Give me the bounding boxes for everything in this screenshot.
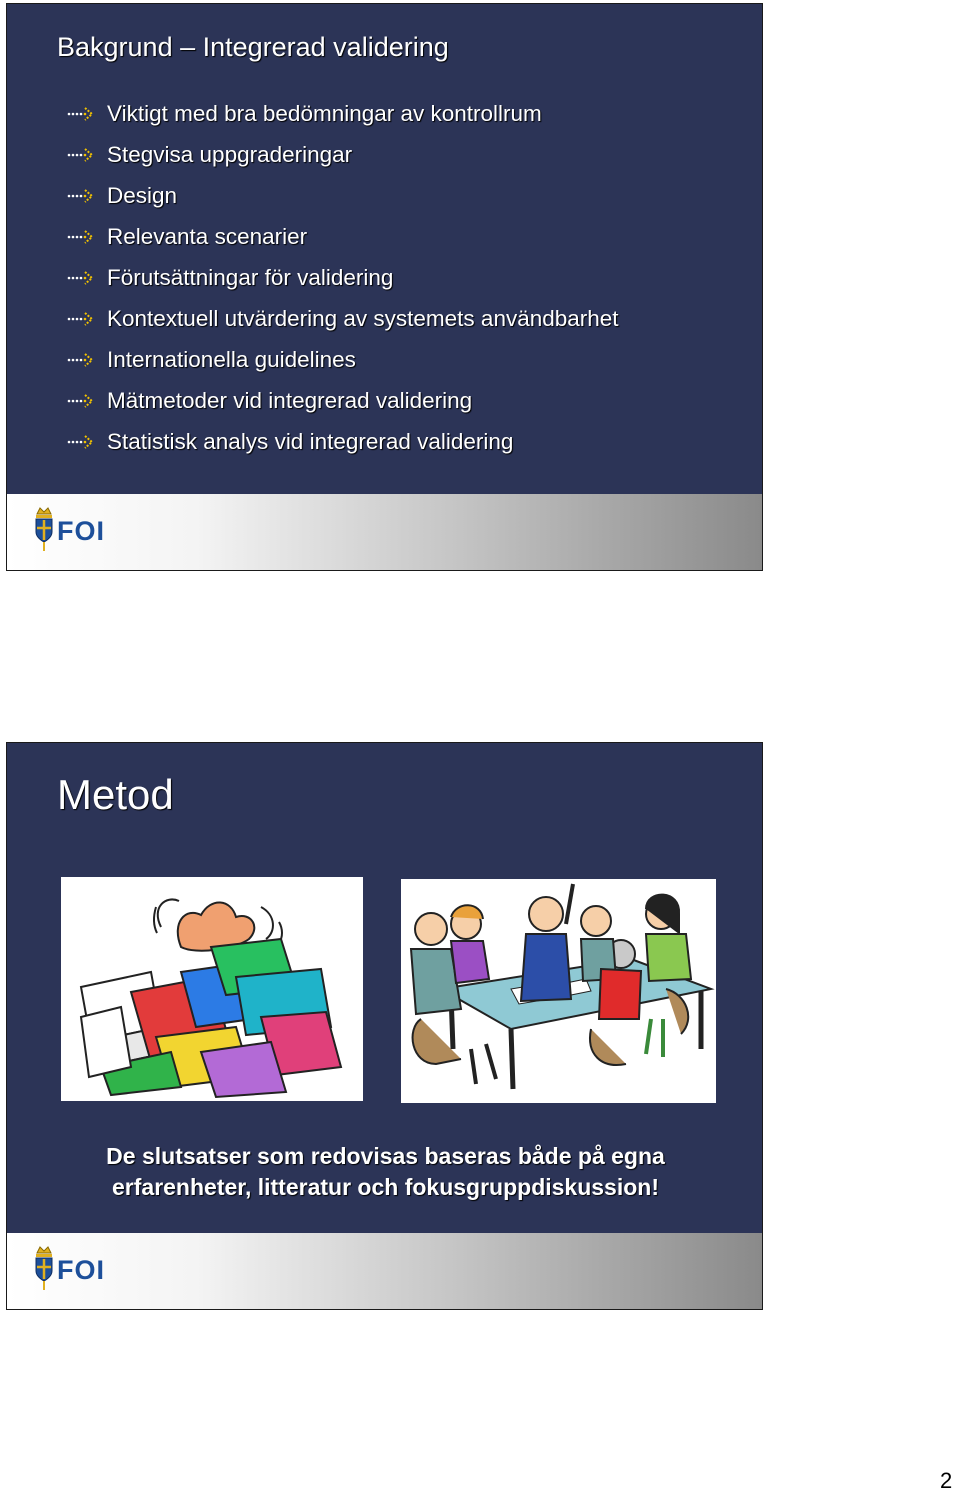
caption-line: De slutsatser som redovisas baseras både på egna bbox=[106, 1143, 665, 1169]
dotted-arrow-icon bbox=[67, 349, 107, 371]
books-illustration bbox=[61, 877, 363, 1101]
slide-footer bbox=[7, 494, 762, 570]
foi-logo bbox=[33, 506, 105, 557]
dotted-arrow-icon bbox=[67, 185, 107, 207]
dotted-arrow-icon bbox=[67, 267, 107, 289]
crown-emblem-icon bbox=[33, 506, 55, 557]
page-number: 2 bbox=[940, 1468, 953, 1493]
bullet-list bbox=[67, 93, 619, 462]
bullet-text: Statistisk analys vid integrerad validering bbox=[107, 428, 514, 454]
foi-logo bbox=[33, 1245, 105, 1296]
list-item bbox=[67, 216, 619, 257]
list-item bbox=[67, 339, 619, 380]
slide-title: Metod bbox=[57, 771, 174, 818]
dotted-arrow-icon bbox=[67, 144, 107, 166]
list-item bbox=[67, 175, 619, 216]
bullet-text: Internationella guidelines bbox=[107, 346, 356, 372]
slide-title: Bakgrund – Integrerad validering bbox=[57, 32, 449, 62]
bullet-text: Design bbox=[107, 182, 178, 208]
books-pile-image bbox=[61, 877, 363, 1101]
slide-metod bbox=[6, 742, 763, 1310]
slide-caption bbox=[7, 1141, 764, 1203]
bullet-text: Kontextuell utvärdering av systemets användbarhet bbox=[107, 305, 619, 331]
list-item bbox=[67, 298, 619, 339]
dotted-arrow-icon bbox=[67, 226, 107, 248]
bullet-text: Viktigt med bra bedömningar av kontrollrum bbox=[107, 100, 542, 126]
list-item bbox=[67, 257, 619, 298]
dotted-arrow-icon bbox=[67, 431, 107, 453]
bullet-text: Förutsättningar för validering bbox=[107, 264, 394, 290]
slide-footer bbox=[7, 1233, 762, 1309]
logo-text: FOI bbox=[57, 516, 105, 546]
meeting-people-image bbox=[401, 879, 716, 1103]
list-item bbox=[67, 134, 619, 175]
crown-emblem-icon bbox=[33, 1245, 55, 1296]
logo-text: FOI bbox=[57, 1255, 105, 1285]
meeting-illustration bbox=[401, 879, 716, 1103]
dotted-arrow-icon bbox=[67, 390, 107, 412]
dotted-arrow-icon bbox=[67, 308, 107, 330]
list-item bbox=[67, 380, 619, 421]
slide-bakgrund bbox=[6, 3, 763, 571]
dotted-arrow-icon bbox=[67, 103, 107, 125]
bullet-text: Relevanta scenarier bbox=[107, 223, 308, 249]
caption-line: erfarenheter, litteratur och fokusgruppdiskussion! bbox=[112, 1174, 659, 1200]
bullet-text: Mätmetoder vid integrerad validering bbox=[107, 387, 473, 413]
list-item bbox=[67, 93, 619, 134]
list-item bbox=[67, 421, 619, 462]
bullet-text: Stegvisa uppgraderingar bbox=[107, 141, 353, 167]
